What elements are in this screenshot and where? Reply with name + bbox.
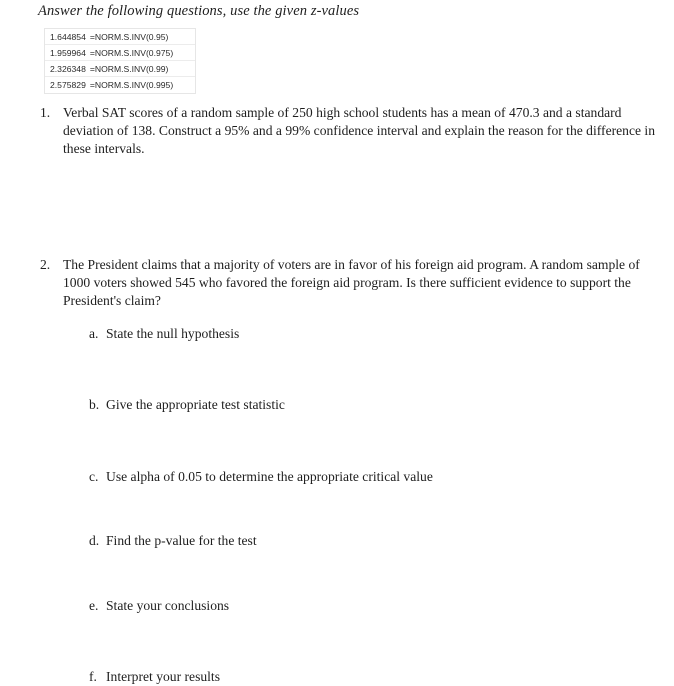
z-value-row — [45, 45, 195, 61]
z-formula: =NORM.S.INV(0.99) — [89, 64, 169, 74]
z-value-row — [45, 29, 195, 45]
part-letter: f. — [89, 669, 97, 684]
part-letter: c. — [89, 469, 99, 484]
z-value: 1.644854 — [50, 32, 86, 42]
question-1 — [40, 104, 662, 158]
part-text: Give the appropriate test statistic — [106, 397, 285, 412]
part-letter: d. — [89, 533, 100, 548]
part-text: Interpret your results — [106, 669, 221, 684]
z-formula: =NORM.S.INV(0.95) — [89, 32, 169, 42]
z-value-row — [45, 77, 195, 93]
part-text: State your conclusions — [106, 598, 230, 613]
part-letter: b. — [89, 397, 100, 412]
z-value: 2.575829 — [50, 80, 86, 90]
part-text: Use alpha of 0.05 to determine the appropriate critical value — [106, 469, 433, 484]
question-2-part-c — [89, 468, 433, 486]
question-2-part-a — [89, 325, 239, 343]
z-values-table — [44, 28, 196, 94]
part-text: State the null hypothesis — [106, 326, 240, 341]
question-2-part-f — [89, 668, 220, 686]
instructions-heading: Answer the following questions, use the given z-values — [38, 3, 360, 19]
part-text: Find the p-value for the test — [106, 533, 257, 548]
z-formula: =NORM.S.INV(0.995) — [89, 80, 174, 90]
part-letter: e. — [89, 598, 99, 613]
question-2-part-b — [89, 396, 285, 414]
question-2-part-e — [89, 597, 229, 615]
z-formula: =NORM.S.INV(0.975) — [89, 48, 174, 58]
question-2 — [40, 256, 662, 310]
question-2-part-d — [89, 532, 257, 550]
question-text: Verbal SAT scores of a random sample of 250 high school students has a mean of 470.3 and a standard deviation of 138. Construct a 95% and a 99% confidence interval and explain the reason for the difference in these intervals. — [63, 105, 655, 156]
question-number: 1. — [40, 105, 51, 120]
part-letter: a. — [89, 326, 99, 341]
question-number: 2. — [40, 257, 51, 272]
question-text: The President claims that a majority of voters are in favor of his foreign aid program. A random sample of 1000 voters showed 545 who favored the foreign aid program. Is there sufficient evidence to support the President's claim? — [63, 257, 640, 308]
z-value: 2.326348 — [50, 64, 86, 74]
z-value: 1.959964 — [50, 48, 86, 58]
z-value-row — [45, 61, 195, 77]
